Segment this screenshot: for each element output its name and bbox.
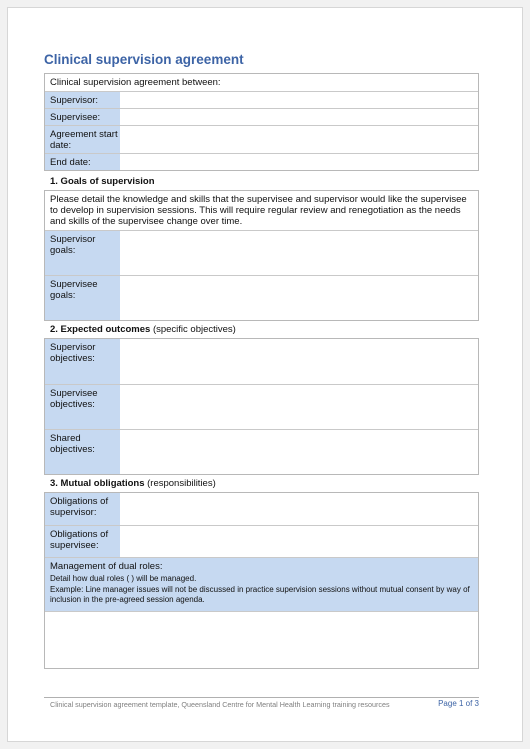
supervisor-goals-field[interactable] xyxy=(120,231,478,275)
table-row xyxy=(45,275,478,320)
supervisee-objectives-label: Supervisee objectives: xyxy=(45,385,120,429)
table-row xyxy=(45,153,478,170)
supervisor-field[interactable] xyxy=(120,92,478,108)
start-date-label: Agreement start date: xyxy=(45,126,120,153)
section-outcomes-heading: 2. Expected outcomes (specific objectives) xyxy=(50,324,236,335)
supervisor-objectives-label: Supervisor objectives: xyxy=(45,339,120,384)
obligations-supervisor-field[interactable] xyxy=(120,493,478,525)
table-row xyxy=(45,429,478,474)
supervisee-goals-label: Supervisee goals: xyxy=(45,276,120,320)
goals-instructions: Please detail the knowledge and skills that the supervisee and supervisor would like the supervisee to develop in supervision sessions. This will require regular review and renegotiation as the needs and skills of the supervisee change over time. xyxy=(50,194,467,227)
footer-text: Clinical supervision agreement template, Queensland Centre for Mental Health Learning training resources xyxy=(50,700,390,709)
start-date-field[interactable] xyxy=(120,126,478,153)
obligations-table xyxy=(44,492,479,669)
dual-roles-field[interactable] xyxy=(45,612,478,668)
section-obligations-heading: 3. Mutual obligations (responsibilities) xyxy=(50,478,216,489)
obligations-supervisee-field[interactable] xyxy=(120,526,478,557)
table-row xyxy=(45,91,478,108)
supervisor-goals-label: Supervisor goals: xyxy=(45,231,120,275)
supervisee-objectives-field[interactable] xyxy=(120,385,478,429)
goals-table xyxy=(44,190,479,321)
supervisor-label: Supervisor: xyxy=(45,92,120,108)
shared-objectives-field[interactable] xyxy=(120,430,478,474)
dual-roles-guidance xyxy=(45,558,478,611)
section-goals-heading: 1. Goals of supervision xyxy=(50,176,155,187)
obligations-supervisee-label: Obligations of supervisee: xyxy=(45,526,120,557)
table-row xyxy=(45,339,478,384)
dual-roles-heading: Management of dual roles: xyxy=(50,561,163,572)
dual-roles-answer-row xyxy=(45,611,478,668)
page-number: Page 1 of 3 xyxy=(438,699,479,708)
obligations-supervisor-label: Obligations of supervisor: xyxy=(45,493,120,525)
footer-divider xyxy=(44,697,479,698)
table-row xyxy=(45,525,478,557)
shared-objectives-label: Shared objectives: xyxy=(45,430,120,474)
table-row xyxy=(45,125,478,153)
agreement-parties-table xyxy=(44,73,479,171)
agreement-between-row: Clinical supervision agreement between: xyxy=(50,77,221,88)
supervisor-objectives-field[interactable] xyxy=(120,339,478,384)
supervisee-field[interactable] xyxy=(120,109,478,125)
table-row xyxy=(45,108,478,125)
dual-roles-detail: Detail how dual roles ( ) will be managed. xyxy=(50,574,197,583)
table-row xyxy=(45,493,478,525)
end-date-label: End date: xyxy=(45,154,120,170)
supervisee-goals-field[interactable] xyxy=(120,276,478,320)
dual-roles-row xyxy=(45,557,478,611)
table-row xyxy=(45,384,478,429)
supervisee-label: Supervisee: xyxy=(45,109,120,125)
end-date-field[interactable] xyxy=(120,154,478,170)
outcomes-table xyxy=(44,338,479,475)
page-title: Clinical supervision agreement xyxy=(44,52,244,67)
dual-roles-example: Example: Line manager issues will not be discussed in practice supervision sessions without mutual consent by way of inclusion in the pre-agreed session agenda. xyxy=(50,585,470,604)
table-row xyxy=(45,230,478,275)
